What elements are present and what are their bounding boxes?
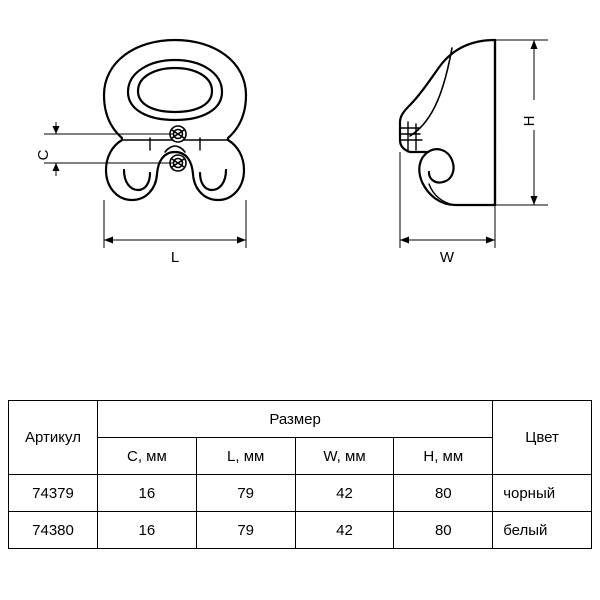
table-row (9, 475, 592, 512)
header-color: Цвет (493, 401, 592, 475)
specification-table (8, 400, 592, 549)
header-h: H, мм (394, 438, 493, 475)
cell-l: 79 (196, 512, 295, 549)
cell-article: 74380 (9, 512, 98, 549)
dimension-c (44, 122, 174, 176)
header-size-group: Размер (98, 401, 493, 438)
header-l: L, мм (196, 438, 295, 475)
cell-h: 80 (394, 475, 493, 512)
cell-l: 79 (196, 475, 295, 512)
cell-c: 16 (98, 512, 197, 549)
cell-article: 74379 (9, 475, 98, 512)
dimension-w (400, 152, 495, 248)
cell-w: 42 (295, 475, 394, 512)
table-row (9, 512, 592, 549)
header-article: Артикул (9, 401, 98, 475)
header-c: C, мм (98, 438, 197, 475)
cell-h: 80 (394, 512, 493, 549)
dimension-l (104, 200, 246, 248)
side-view-hook (400, 40, 495, 205)
cell-w: 42 (295, 512, 394, 549)
front-view-hook (104, 40, 246, 200)
cell-c: 16 (98, 475, 197, 512)
dimension-w-label: W (439, 249, 455, 266)
dimension-l-label: L (170, 249, 180, 266)
cell-color: чорный (493, 475, 592, 512)
dimension-h-label: H (521, 115, 538, 127)
table-header-row-1 (9, 401, 592, 438)
header-w: W, мм (295, 438, 394, 475)
dimension-c-label: C (35, 149, 52, 161)
cell-color: белый (493, 512, 592, 549)
